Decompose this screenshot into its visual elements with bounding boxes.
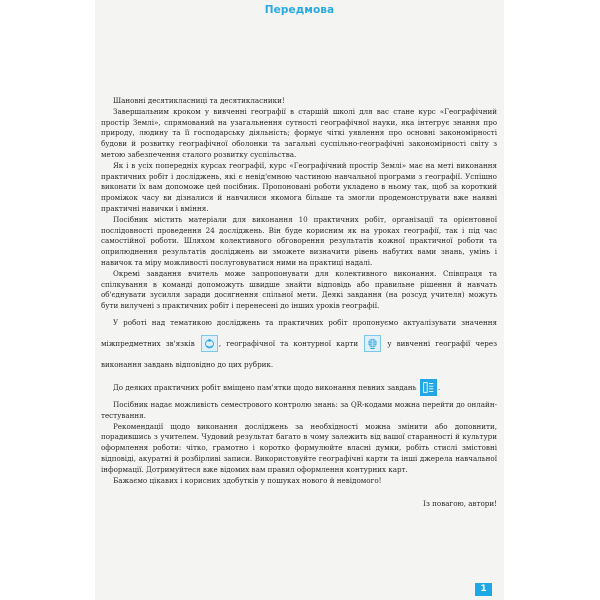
paragraph-memos — [101, 379, 497, 396]
paragraph-teamwork: Окремі завдання вчитель може запропонувати для колективного виконання. Співпраця та спілкування в команді допоможуть швидше знайти відповідь або правильне рішення й навчать об'єднувати зусилля заради досягнення спільної мети. Деякі завдання (на розсуд учителя) можуть бути вилучені з практичних робіт і перенесені до інших уроків географії. — [101, 268, 497, 311]
globe-map-icon — [364, 335, 381, 352]
paragraph-recommendations: Рекомендації щодо виконання досліджень за необхідності можна змінити або доповнити, порадившись з учителем. Чудовий результат багато в чому залежить від вашої старанності й культури оформлення роботи: чітко, грамотно і коротко формулюйте власні думки, робіть стислі змістовні відповіді, акуратні й розбірливі записи. Використовуйте географічні карти та інші джерела навчальної інформації. Дотримуйтеся вже відомих вам правил оформлення контурних карт. — [101, 421, 497, 474]
paragraph-wishes: Бажаємо цікавих і корисних здобутків у пошуках нового й невідомого! — [113, 475, 382, 485]
rubrics-text-2: , географічної та контурної карти — [218, 338, 359, 348]
paragraph-course-intro: Завершальним кроком у вивченні географії в старшій школі для вас стане курс «Географічний простір Землі», спрямований на узагальнення сутності географічної науки, яка інтегрує знання про природу, людину та її господарську діяльність; формує чіткі уявлення про основні закономірності будови й розвитку географічної оболонки та загальні суспільно-географічні закономірності світу з метою забезпечення сталого розвитку суспільства. — [101, 106, 497, 159]
memo-notes-icon — [420, 379, 437, 396]
page-title: Передмова — [264, 4, 335, 16]
rubrics-text-1: У роботі над тематикою досліджень та практичних робіт пропонуємо актуалізувати значення міжпредметних зв'язків — [101, 317, 497, 348]
rubrics-text-3: у вивченні географії через виконання завдань відповідно до цих рубрик. — [101, 338, 497, 369]
paragraph-manual-contents: Посібник містить матеріали для виконання 10 практичних робіт, організації та орієнтовної послідовності проведення 24 досліджень. Він буде корисним як на уроках географії, так і під час самостійної роботи. Шляхом колективного обговорення результатів кожної практичної роботи та оприлюднення результатів досліджень ви зможете визначити рівень набутих вами знань, умінь і навичок та міру можливості послуговуватися ними на практиці надалі. — [101, 214, 497, 267]
paragraph-testing: Посібник надає можливість семестрового контролю знань: за QR-кодами можна перейти до онлайн-тестування. — [101, 399, 497, 420]
interdisciplinary-links-icon — [201, 335, 218, 352]
signature: Із повагою, автори! — [423, 499, 497, 509]
memos-text-2: . — [437, 382, 441, 392]
memos-text-1: До деяких практичних робіт вміщено пам'ятки щодо виконання певних завдань — [113, 382, 417, 392]
paragraph-rubrics — [101, 312, 497, 375]
page-number-badge: 1 — [475, 583, 492, 596]
preface-body — [101, 96, 497, 510]
document-page — [95, 0, 504, 600]
paragraph-course-goals: Як і в усіх попередніх курсах географії, курс «Географічний простір Землі» має на меті виконання практичних робіт і досліджень, які є невід'ємною частиною навчальної програми з географії. Успішно виконати їх вам допоможе цей посібник. Пропоновані роботи укладено в ньому так, щоб за короткий проміжок часу ви дізналися й навчилися якомога більше та змогли продемонструвати вже наявні практичні навички і вміння. — [101, 160, 497, 213]
greeting: Шановні десятикласниці та десятикласники! — [113, 96, 285, 105]
